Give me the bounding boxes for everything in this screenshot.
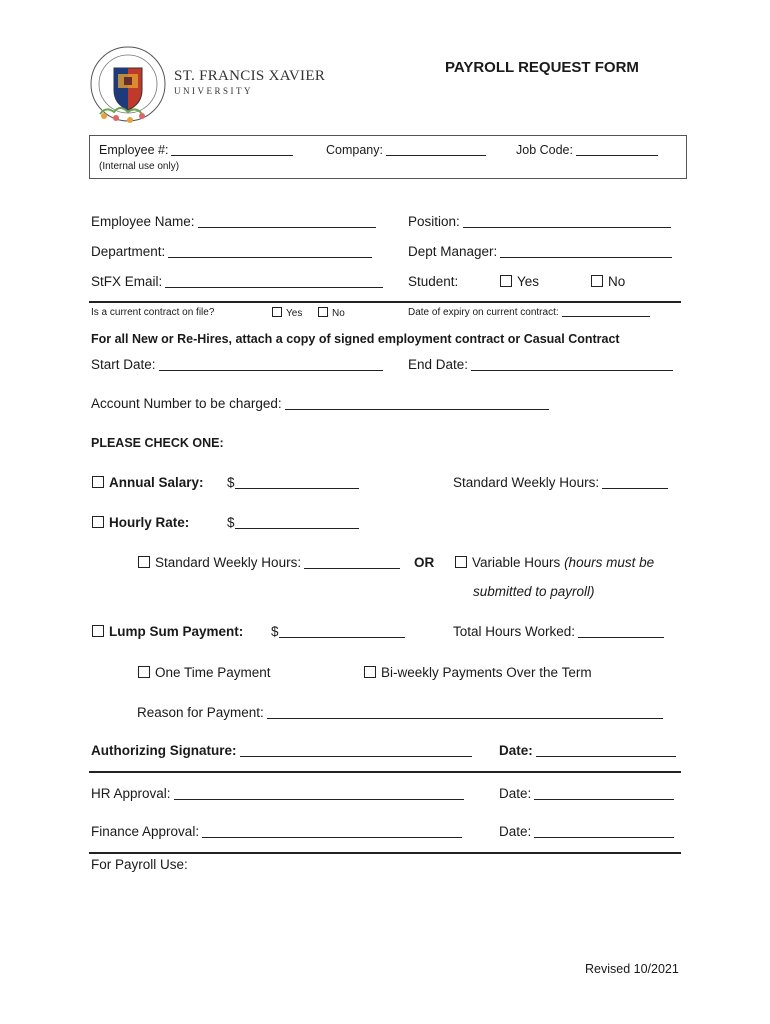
checkbox-icon xyxy=(92,476,104,488)
annual-salary-amount-field[interactable] xyxy=(227,475,359,490)
biweekly-payments-label: Bi-weekly Payments Over the Term xyxy=(381,665,592,680)
finance-approval-label: Finance Approval: xyxy=(91,824,200,839)
student-no-checkbox[interactable] xyxy=(591,274,625,289)
account-number-field[interactable] xyxy=(91,396,549,411)
hr-date-label: Date: xyxy=(499,786,532,801)
finance-date-field[interactable] xyxy=(499,824,674,839)
contract-question: Is a current contract on file? xyxy=(91,307,215,318)
hourly-std-hours-label: Standard Weekly Hours: xyxy=(155,555,302,570)
job-code-field[interactable] xyxy=(516,143,658,157)
currency-symbol: $ xyxy=(271,624,279,639)
hourly-std-hours-checkbox[interactable] xyxy=(138,555,400,570)
new-hire-note: For all New or Re-Hires, attach a copy of signed employment contract or Casual Contract xyxy=(91,332,620,346)
university-name-line-2: UNIVERSITY xyxy=(174,86,253,96)
hourly-rate-checkbox[interactable] xyxy=(92,515,189,530)
student-yes-checkbox[interactable] xyxy=(500,274,539,289)
company-field[interactable] xyxy=(326,143,486,157)
contract-expiry-field[interactable] xyxy=(408,307,650,318)
hr-approval-field[interactable] xyxy=(91,786,464,801)
check-one-heading: PLEASE CHECK ONE: xyxy=(91,436,224,450)
currency-symbol: $ xyxy=(227,475,235,490)
lump-sum-amount-field[interactable] xyxy=(271,624,405,639)
one-time-payment-checkbox[interactable] xyxy=(138,665,271,680)
university-seal-icon xyxy=(88,44,178,128)
authorizing-date-field[interactable] xyxy=(499,743,676,758)
employee-name-label: Employee Name: xyxy=(91,214,195,229)
student-yes-label: Yes xyxy=(517,274,540,289)
checkbox-icon xyxy=(92,516,104,528)
variable-hours-note-cont: submitted to payroll) xyxy=(473,584,595,599)
checkbox-icon xyxy=(138,556,150,568)
annual-std-hours-label: Standard Weekly Hours: xyxy=(453,475,600,490)
payroll-divider xyxy=(89,852,681,854)
employee-number-label: Employee #: xyxy=(99,143,169,157)
checkbox-icon xyxy=(455,556,467,568)
reason-for-payment-field[interactable] xyxy=(137,705,663,720)
total-hours-field[interactable] xyxy=(453,624,664,639)
finance-date-label: Date: xyxy=(499,824,532,839)
position-label: Position: xyxy=(408,214,460,229)
revised-label: Revised 10/2021 xyxy=(585,962,679,976)
internal-use-note: (Internal use only) xyxy=(99,161,180,172)
reason-for-payment-label: Reason for Payment: xyxy=(137,705,264,720)
one-time-payment-label: One Time Payment xyxy=(155,665,271,680)
employee-number-field[interactable] xyxy=(99,143,293,157)
account-number-label: Account Number to be charged: xyxy=(91,396,282,411)
biweekly-payments-checkbox[interactable] xyxy=(364,665,592,680)
authorizing-signature-label: Authorizing Signature: xyxy=(91,743,237,758)
or-label: OR xyxy=(414,555,435,570)
variable-hours-label: Variable Hours xyxy=(472,555,561,570)
lump-sum-label: Lump Sum Payment: xyxy=(109,624,244,639)
annual-salary-checkbox[interactable] xyxy=(92,475,204,490)
student-label: Student: xyxy=(408,274,459,289)
job-code-label: Job Code: xyxy=(516,143,573,157)
finance-approval-field[interactable] xyxy=(91,824,462,839)
position-field[interactable] xyxy=(408,214,671,229)
contract-yes-checkbox[interactable] xyxy=(272,307,302,319)
checkbox-icon xyxy=(138,666,150,678)
payroll-use-label: For Payroll Use: xyxy=(91,857,188,872)
company-label: Company: xyxy=(326,143,383,157)
lump-sum-checkbox[interactable] xyxy=(92,624,243,639)
variable-hours-checkbox[interactable] xyxy=(455,555,654,570)
student-no-label: No xyxy=(608,274,626,289)
stfx-email-label: StFX Email: xyxy=(91,274,163,289)
hr-date-field[interactable] xyxy=(499,786,674,801)
department-label: Department: xyxy=(91,244,166,259)
variable-hours-note: (hours must be xyxy=(564,555,655,570)
department-field[interactable] xyxy=(91,244,372,259)
hourly-rate-label: Hourly Rate: xyxy=(109,515,190,530)
annual-salary-label: Annual Salary: xyxy=(109,475,204,490)
dept-manager-label: Dept Manager: xyxy=(408,244,498,259)
authorizing-signature-field[interactable] xyxy=(91,743,472,758)
signature-divider xyxy=(89,771,681,773)
checkbox-icon xyxy=(591,275,603,287)
checkbox-icon xyxy=(318,307,328,317)
start-date-field[interactable] xyxy=(91,357,383,372)
checkbox-icon xyxy=(272,307,282,317)
employee-name-field[interactable] xyxy=(91,214,376,229)
hr-approval-label: HR Approval: xyxy=(91,786,171,801)
annual-std-hours-field[interactable] xyxy=(453,475,668,490)
total-hours-label: Total Hours Worked: xyxy=(453,624,576,639)
currency-symbol: $ xyxy=(227,515,235,530)
university-logo xyxy=(88,44,326,128)
authorizing-date-label: Date: xyxy=(499,743,533,758)
end-date-field[interactable] xyxy=(408,357,673,372)
section-divider xyxy=(89,301,681,303)
checkbox-icon xyxy=(500,275,512,287)
start-date-label: Start Date: xyxy=(91,357,156,372)
university-name-line-1: ST. FRANCIS XAVIER xyxy=(174,68,326,84)
dept-manager-field[interactable] xyxy=(408,244,672,259)
contract-yes-label: Yes xyxy=(286,308,303,319)
internal-use-box xyxy=(89,135,687,179)
checkbox-icon xyxy=(92,625,104,637)
hourly-rate-amount-field[interactable] xyxy=(227,515,359,530)
end-date-label: End Date: xyxy=(408,357,469,372)
contract-expiry-label: Date of expiry on current contract: xyxy=(408,307,559,318)
checkbox-icon xyxy=(364,666,376,678)
contract-no-checkbox[interactable] xyxy=(318,307,345,319)
stfx-email-field[interactable] xyxy=(91,274,383,289)
contract-no-label: No xyxy=(332,308,345,319)
form-title: PAYROLL REQUEST FORM xyxy=(445,59,639,76)
